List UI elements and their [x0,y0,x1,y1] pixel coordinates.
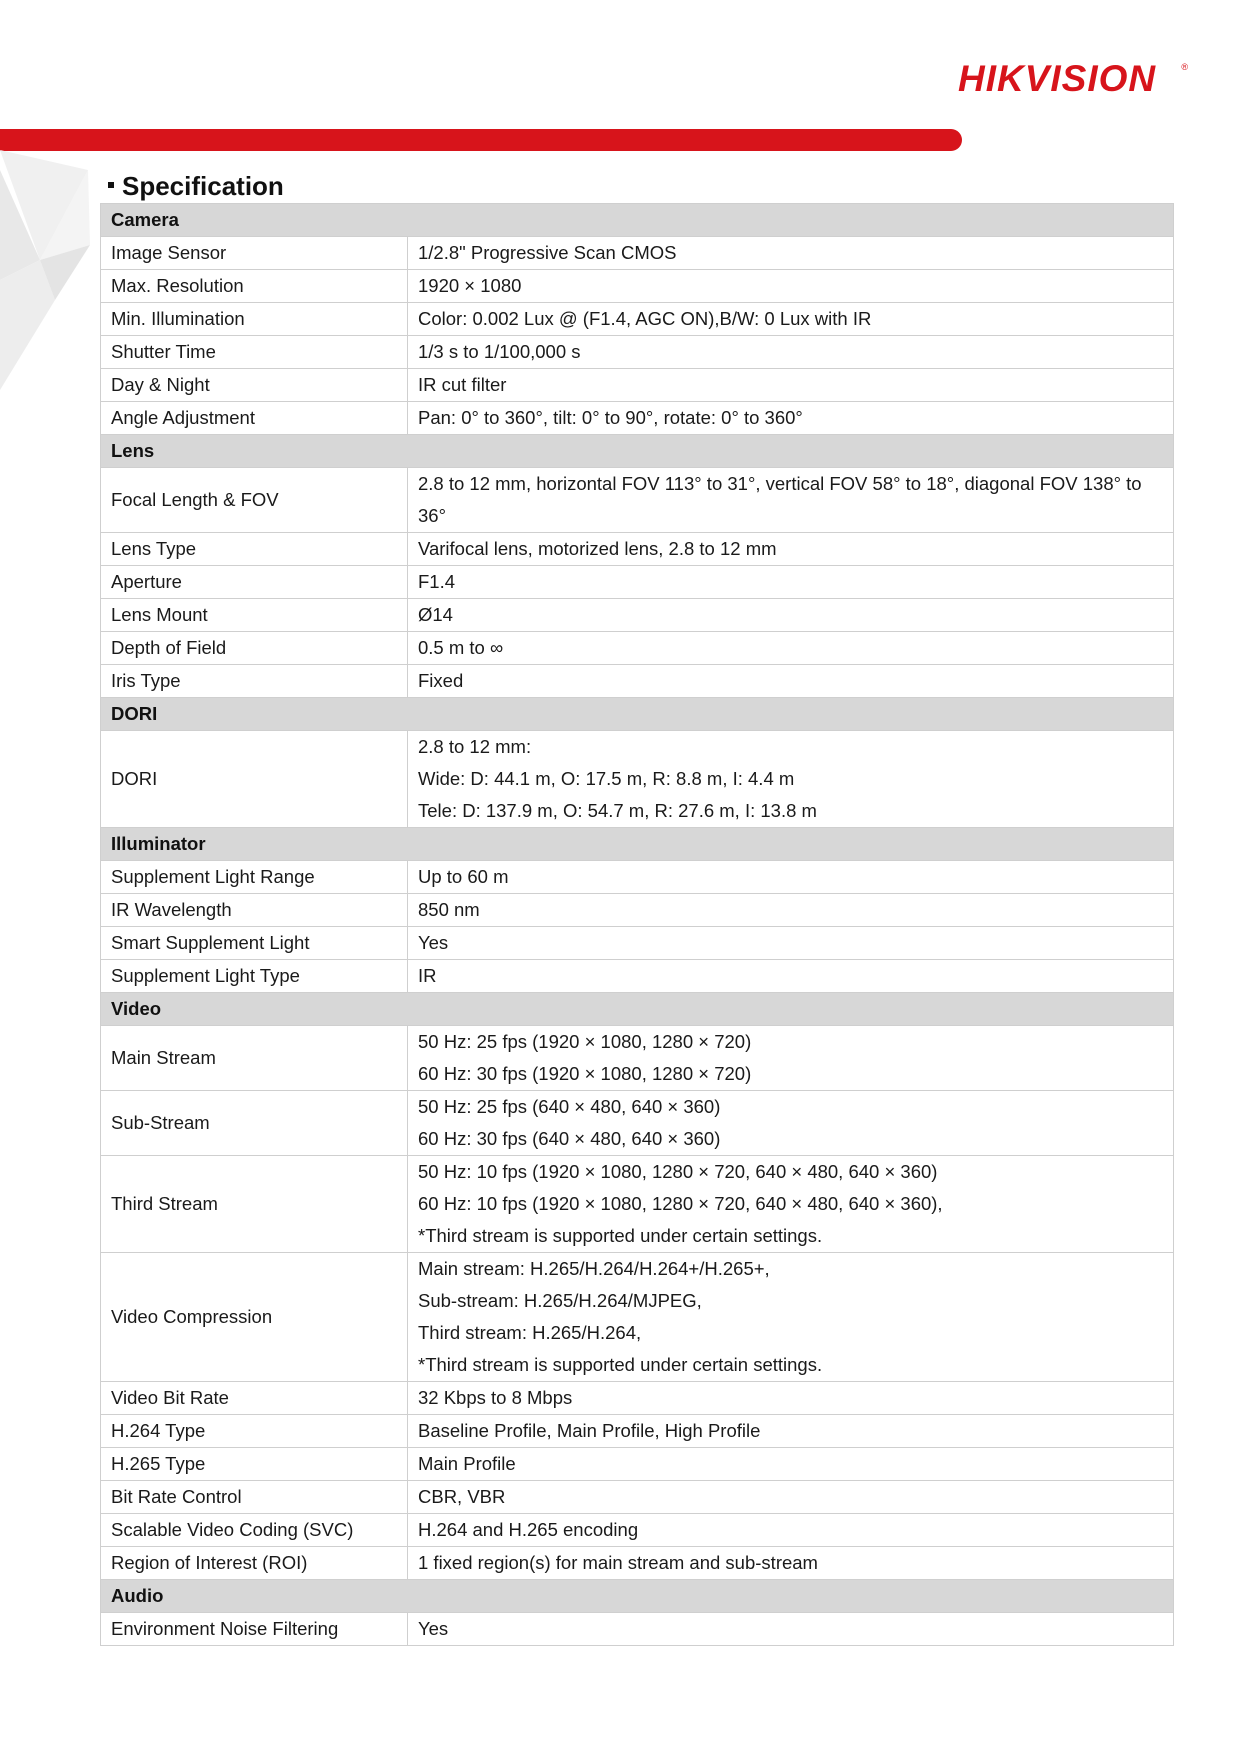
spec-value-line: F1.4 [418,571,456,592]
spec-label: Scalable Video Coding (SVC) [101,1514,408,1547]
page-title [108,168,284,204]
spec-value-line: IR cut filter [418,374,507,395]
section-header-row [101,204,1174,237]
spec-label: Aperture [101,566,408,599]
decorative-shard-graphic [0,150,100,410]
spec-value-line: 60 Hz: 10 fps (1920 × 1080, 1280 × 720, 640 × 480, 640 × 360), [418,1193,943,1214]
spec-label: Depth of Field [101,632,408,665]
spec-value [408,369,1174,402]
spec-value-line: Third stream: H.265/H.264, [418,1322,642,1343]
spec-row [101,1613,1174,1646]
spec-label: Image Sensor [101,237,408,270]
spec-value-line: 50 Hz: 10 fps (1920 × 1080, 1280 × 720, 640 × 480, 640 × 360) [418,1161,938,1182]
spec-value-line: 1/3 s to 1/100,000 s [418,341,581,362]
spec-label: Third Stream [101,1156,408,1253]
section-title: Camera [101,204,1174,237]
spec-row [101,402,1174,435]
spec-label: Focal Length & FOV [101,468,408,533]
spec-row [101,665,1174,698]
spec-label: Min. Illumination [101,303,408,336]
spec-value [408,894,1174,927]
spec-value-line: H.264 and H.265 encoding [418,1519,639,1540]
spec-label: Bit Rate Control [101,1481,408,1514]
header-red-bar [0,129,962,151]
registered-mark: ® [1181,62,1188,72]
spec-value-line: Fixed [418,670,464,691]
hikvision-logo [958,58,1190,100]
spec-value-line: Varifocal lens, motorized lens, 2.8 to 12 mm [418,538,777,559]
spec-value-line: Yes [418,1618,449,1639]
spec-value [408,632,1174,665]
spec-value [408,566,1174,599]
spec-value-line: 2.8 to 12 mm: [418,736,532,757]
spec-label: Environment Noise Filtering [101,1613,408,1646]
spec-value-line: 0.5 m to ∞ [418,637,504,658]
spec-label: Supplement Light Type [101,960,408,993]
spec-label: H.264 Type [101,1415,408,1448]
section-title: Audio [101,1580,1174,1613]
spec-label: Angle Adjustment [101,402,408,435]
section-title: DORI [101,698,1174,731]
section-header-row [101,435,1174,468]
spec-label: Max. Resolution [101,270,408,303]
logo-text: HIKVISION [958,58,1157,99]
spec-value [408,402,1174,435]
spec-value [408,1514,1174,1547]
spec-value [408,270,1174,303]
spec-value [408,237,1174,270]
section-header-row [101,698,1174,731]
spec-value-line: 60 Hz: 30 fps (1920 × 1080, 1280 × 720) [418,1063,752,1084]
spec-value [408,731,1174,828]
spec-value-line: Sub-stream: H.265/H.264/MJPEG, [418,1290,702,1311]
spec-value-line: Yes [418,932,449,953]
spec-label: H.265 Type [101,1448,408,1481]
spec-row [101,927,1174,960]
spec-row [101,960,1174,993]
spec-label: Sub-Stream [101,1091,408,1156]
spec-value-line: Up to 60 m [418,866,509,887]
spec-label: Smart Supplement Light [101,927,408,960]
spec-row [101,1091,1174,1156]
spec-value-line: 32 Kbps to 8 Mbps [418,1387,573,1408]
page-title-text: Specification [122,171,284,201]
spec-label: Main Stream [101,1026,408,1091]
spec-value [408,1382,1174,1415]
spec-row [101,1382,1174,1415]
spec-value-line: 2.8 to 12 mm, horizontal FOV 113° to 31°, vertical FOV 58° to 18°, diagonal FOV 138° to 36° [418,473,1142,526]
spec-value [408,861,1174,894]
spec-value [408,927,1174,960]
spec-label: Video Compression [101,1253,408,1382]
spec-row [101,1514,1174,1547]
spec-value [408,303,1174,336]
spec-value-line: 50 Hz: 25 fps (640 × 480, 640 × 360) [418,1096,721,1117]
spec-value-line: 1/2.8" Progressive Scan CMOS [418,242,677,263]
spec-row [101,1026,1174,1091]
spec-row [101,369,1174,402]
spec-value-line: CBR, VBR [418,1486,506,1507]
spec-label: Region of Interest (ROI) [101,1547,408,1580]
spec-value-line: 850 nm [418,899,480,920]
spec-row [101,566,1174,599]
spec-label: Lens Type [101,533,408,566]
spec-value-line: *Third stream is supported under certain settings. [418,1225,823,1246]
spec-value [408,1448,1174,1481]
spec-value [408,960,1174,993]
spec-value [408,1156,1174,1253]
section-header-row [101,1580,1174,1613]
section-title: Illuminator [101,828,1174,861]
spec-value-line: Main stream: H.265/H.264/H.264+/H.265+, [418,1258,770,1279]
spec-row [101,731,1174,828]
spec-value [408,468,1174,533]
spec-row [101,533,1174,566]
spec-row [101,270,1174,303]
spec-label: Day & Night [101,369,408,402]
spec-value-line: Tele: D: 137.9 m, O: 54.7 m, R: 27.6 m, I: 13.8 m [418,800,817,821]
spec-label: IR Wavelength [101,894,408,927]
spec-value-line: IR [418,965,437,986]
spec-value-line: Color: 0.002 Lux @ (F1.4, AGC ON),B/W: 0 Lux with IR [418,308,872,329]
spec-value [408,1253,1174,1382]
spec-row [101,1253,1174,1382]
spec-row [101,1448,1174,1481]
spec-value [408,1613,1174,1646]
spec-value-line: 60 Hz: 30 fps (640 × 480, 640 × 360) [418,1128,721,1149]
spec-row [101,1156,1174,1253]
spec-value [408,599,1174,632]
spec-value [408,1481,1174,1514]
spec-row [101,1481,1174,1514]
spec-value [408,1415,1174,1448]
spec-value [408,1547,1174,1580]
spec-row [101,336,1174,369]
spec-value [408,665,1174,698]
spec-value-line: 1 fixed region(s) for main stream and sub-stream [418,1552,818,1573]
bullet-icon [108,182,114,188]
spec-value [408,1091,1174,1156]
spec-label: Video Bit Rate [101,1382,408,1415]
spec-row [101,894,1174,927]
spec-row [101,861,1174,894]
spec-value-line: Main Profile [418,1453,516,1474]
spec-row [101,1547,1174,1580]
spec-value-line: Pan: 0° to 360°, tilt: 0° to 90°, rotate: 0° to 360° [418,407,803,428]
spec-value-line: *Third stream is supported under certain settings. [418,1354,823,1375]
section-title: Lens [101,435,1174,468]
spec-value [408,533,1174,566]
spec-label: Shutter Time [101,336,408,369]
spec-value [408,1026,1174,1091]
spec-row [101,237,1174,270]
spec-label: Supplement Light Range [101,861,408,894]
section-title: Video [101,993,1174,1026]
spec-value-line: Ø14 [418,604,453,625]
spec-value-line: 50 Hz: 25 fps (1920 × 1080, 1280 × 720) [418,1031,752,1052]
spec-value [408,336,1174,369]
specification-table [100,203,1174,1646]
spec-label: DORI [101,731,408,828]
spec-row [101,1415,1174,1448]
spec-row [101,599,1174,632]
spec-label: Lens Mount [101,599,408,632]
spec-value-line: 1920 × 1080 [418,275,522,296]
spec-value-line: Wide: D: 44.1 m, O: 17.5 m, R: 8.8 m, I: 4.4 m [418,768,795,789]
spec-row [101,303,1174,336]
spec-row [101,468,1174,533]
spec-row [101,632,1174,665]
section-header-row [101,828,1174,861]
spec-value-line: Baseline Profile, Main Profile, High Profile [418,1420,761,1441]
section-header-row [101,993,1174,1026]
spec-label: Iris Type [101,665,408,698]
